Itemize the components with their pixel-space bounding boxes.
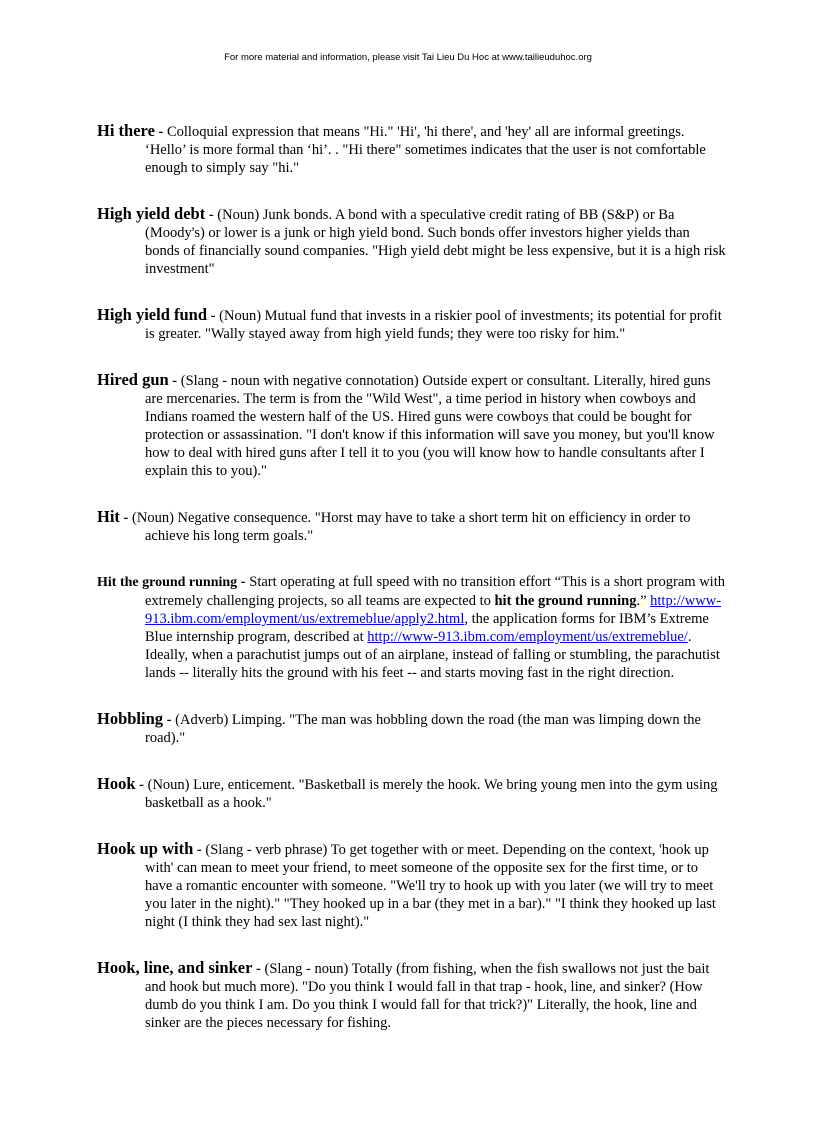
entry-hook-up-with: Hook up with - (Slang - verb phrase) To get together with or meet. Depending on the context, 'hook up with' can mean to meet your friend, to meet someone of the opposite sex for the first time, or to have a romantic encounter with someone. "We'll try to hook up with you later (we will try to meet you later in the night)." "They hooked up in a bar (they met in a bar)." "I think they hooked up last night (I think they had sex last night)." [97,839,716,930]
entry-definition-bold: hit the ground running [494,593,637,609]
entry-term: Hit [97,507,120,526]
entry-term: Hook up with [97,839,194,858]
entry-term: Hook [97,774,136,793]
entry-term: Hook, line, and sinker [97,958,253,977]
entry-definition: (Noun) Mutual fund that invests in a riskier pool of investments; its potential for profit is greater. "Wally stayed away from high yield funds; they were too risky for him." [145,308,722,342]
entry-hit: Hit - (Noun) Negative consequence. "Horst may have to take a short term hit on efficiency in order to achieve his long term goals." [97,507,691,544]
entry-definition-part: .” [636,593,651,609]
entry-definition: (Noun) Lure, enticement. "Basketball is merely the hook. We bring young men into the gym using basketball as a hook." [145,777,718,811]
entry-hit-the-ground-running: Hit the ground running - Start operating at full speed with no transition effort “This is a short program with extremely challenging projects, so all teams are expected to hit the ground running.” http://www-913.ibm.com/employment/us/extremeblue/apply2.html, the application forms for IBM’s Extreme Blue internship program, described at http://www-913.ibm.com/employment/us/extremeblue/. Ideally, when a parachutist jumps out of an airplane, instead of falling or stumbling, the parachutist lands -- literally hits the ground with his feet -- and starts moving fast in the right direction. [97,574,725,681]
ibm-extremeblue-link[interactable]: http://www-913.ibm.com/employment/us/extremeblue/ [367,629,688,645]
glossary-entries [97,122,727,1060]
entry-hook: Hook - (Noun) Lure, enticement. "Basketball is merely the hook. We bring young men into the gym using basketball as a hook." [97,774,718,811]
entry-definition-part: Start operating at full speed with no transition effort “This is a short program with extremely challenging projects, so all teams are expected to [145,574,725,609]
entry-definition: Colloquial expression that means "Hi." 'Hi', 'hi there', and 'hey' all are informal greetings. ‘Hello’ is more formal than ‘hi’. . "Hi there" sometimes indicates that the user is not comfortable enough to simply say "hi." [145,124,706,176]
entry-term: High yield debt [97,204,206,223]
entry-term: Hi there [97,121,155,140]
entry-hired-gun: Hired gun - (Slang - noun with negative connotation) Outside expert or consultant. Literally, hired guns are mercenaries. The term is from the "Wild West", a time period in history when cowboys and Indians roamed the western half of the US. Hired guns were cowboys that could be bought for protection or assassination. "I don't know if this information will save you money, but you'll know how to deal with hired guns after I tell it to you (you will know how to handle consultants after I explain this to you)." [97,370,715,479]
entry-hobbling: Hobbling - (Adverb) Limping. "The man was hobbling down the road (the man was limping down the road)." [97,709,701,746]
ibm-apply-link[interactable]: http://www-913.ibm.com/employment/us/extremeblue/apply2.html [145,593,722,627]
entry-hook-line-and-sinker: Hook, line, and sinker - (Slang - noun) Totally (from fishing, when the fish swallows not just the bait and hook but much more). "Do you think I would fall in that trap - hook, line, and sinker? (How dumb do you think I am. Do you think I would fall for that trick?)" Literally, the hook, line and sinker are the pieces necessary for fishing. [97,958,710,1031]
entry-high-yield-fund: High yield fund - (Noun) Mutual fund that invests in a riskier pool of investments; its potential for profit is greater. "Wally stayed away from high yield funds; they were too risky for him." [97,305,722,342]
entry-definition: (Noun) Negative consequence. "Horst may have to take a short term hit on efficiency in order to achieve his long term goals." [132,510,691,544]
entry-term: Hobbling [97,709,164,728]
entry-definition-part: , the application forms for IBM’s Extreme Blue internship program, described at [145,611,709,645]
entry-definition-part: . Ideally, when a parachutist jumps out of an airplane, instead of falling or stumbling, the parachutist lands -- literally hits the ground with his feet -- and starts moving fast in the right direction. [145,629,720,681]
entry-term: Hired gun [97,370,169,389]
entry-definition: (Slang - verb phrase) To get together with or meet. Depending on the context, 'hook up with' can mean to meet your friend, to meet someone of the opposite sex for the first time, or to have a romantic encounter with someone. "We'll try to hook up with you later (we will try to meet you later in the night)." "They hooked up in a bar (they met in a bar)." "I think they hooked up last night (I think they had sex last night)." [145,842,716,930]
entry-hi-there: Hi there - Colloquial expression that means "Hi." 'Hi', 'hi there', and 'hey' all are informal greetings. ‘Hello’ is more formal than ‘hi’. . "Hi there" sometimes indicates that the user is not comfortable enough to simply say "hi." [97,121,706,176]
entry-definition: (Noun) Junk bonds. A bond with a speculative credit rating of BB (S&P) or Ba (Moody's) or lower is a junk or high yield bond. Such bonds offer investors higher yields than bonds of financially sound companies. "High yield debt might be less expensive, but it is a high risk investment" [145,207,726,277]
entry-definition: (Adverb) Limping. "The man was hobbling down the road (the man was limping down the road)." [145,712,701,746]
entry-definition: (Slang - noun) Totally (from fishing, when the fish swallows not just the bait and hook but much more). "Do you think I would fall in that trap - hook, line, and sinker? (How dumb do you think I am. Do you think I would fall for that trick?)" Literally, the hook, line and sinker are the pieces necessary for fishing. [145,961,710,1031]
entry-term: High yield fund [97,305,208,324]
entry-high-yield-debt: High yield debt - (Noun) Junk bonds. A bond with a speculative credit rating of BB (S&P) or Ba (Moody's) or lower is a junk or high yield bond. Such bonds offer investors higher yields than bonds of financially sound companies. "High yield debt might be less expensive, but it is a high risk investment" [97,204,726,277]
entry-definition: (Slang - noun with negative connotation) Outside expert or consultant. Literally, hired guns are mercenaries. The term is from the "Wild West", a time period in history when cowboys and Indians roamed the western half of the US. Hired guns were cowboys that could be bought for protection or assassination. "I don't know if this information will save you money, but you'll know how to deal with hired guns after I tell it to you (you will know how to handle consultants after I explain this to you)." [145,373,715,479]
entry-term: Hit the ground running [97,575,238,590]
page-header: For more material and information, please visit Tai Lieu Du Hoc at www.tailieuduhoc.org [224,52,592,63]
